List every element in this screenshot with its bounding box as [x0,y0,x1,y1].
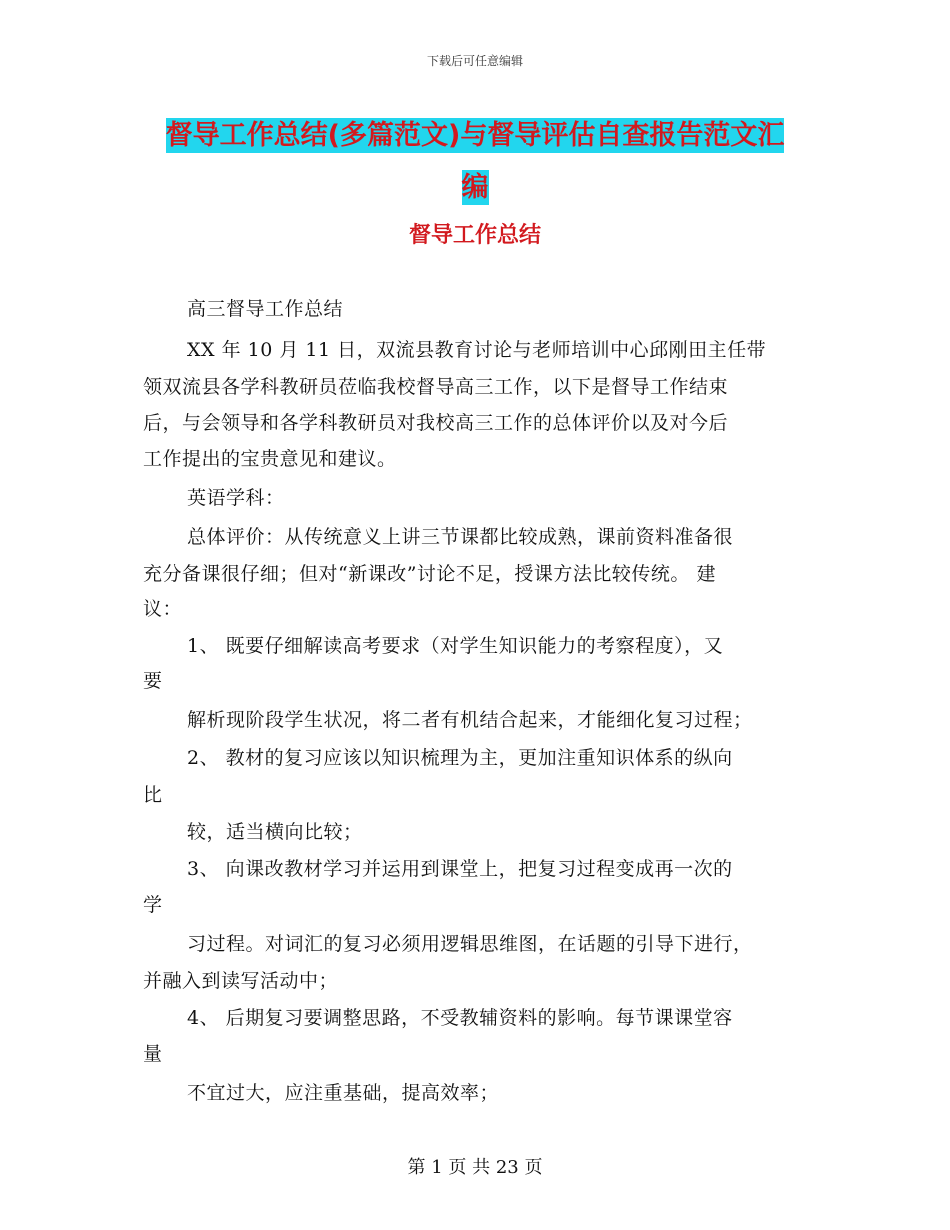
paragraph-line: 比 [143,784,163,806]
paragraph-line: 总体评价：从传统意义上讲三节课都比较成熟，课前资料准备很 [187,526,734,548]
title-line-1: 督导工作总结(多篇范文)与督导评估自查报告范文汇 [165,120,785,151]
page-number: 第 1 页 共 23 页 [407,1157,543,1178]
list-item: 2、 教材的复习应该以知识梳理为主，更加注重知识体系的纵向 [187,747,733,769]
document-title [0,110,950,214]
paragraph-line: 解析现阶段学生状况，将二者有机结合起来，才能细化复习过程； [187,709,753,731]
list-item: 1、 既要仔细解读高考要求（对学生知识能力的考察程度），又 [187,635,724,657]
paragraph-line: 较，适当横向比较； [187,821,363,843]
paragraph-line: 工作提出的宝贵意见和建议。 [143,448,397,470]
paragraph-line: 后，与会领导和各学科教研员对我校高三工作的总体评价以及对今后 [143,412,729,434]
paragraph-line: 高三督导工作总结 [187,298,344,320]
paragraph-line: 议： [143,598,183,620]
paragraph-line: 学 [143,894,163,916]
paragraph-line: 不宜过大，应注重基础，提高效率； [187,1082,500,1104]
paragraph-line: 习过程。对词汇的复习必须用逻辑思维图，在话题的引导下进行， [187,933,753,955]
header-note: 下载后可任意编辑 [426,54,523,68]
paragraph-line: 充分备课很仔细；但对“新课改”讨论不足，授课方法比较传统。 建 [143,563,716,585]
paragraph-line: 领双流县各学科教研员莅临我校督导高三工作，以下是督导工作结束 [143,376,729,398]
list-item: 4、 后期复习要调整思路，不受教辅资料的影响。每节课课堂容 [187,1007,733,1029]
paragraph-line: XX 年 10 月 11 日，双流县教育讨论与老师培训中心邱刚田主任带 [187,339,767,361]
section-title: 督导工作总结 [408,223,541,248]
paragraph-line: 并融入到读写活动中； [143,970,339,992]
paragraph-line: 英语学科： [187,487,285,509]
paragraph-line: 量 [143,1043,163,1065]
title-line-2: 编 [461,172,489,203]
list-item: 3、 向课改教材学习并运用到课堂上，把复习过程变成再一次的 [187,858,733,880]
paragraph-line: 要 [143,670,163,692]
